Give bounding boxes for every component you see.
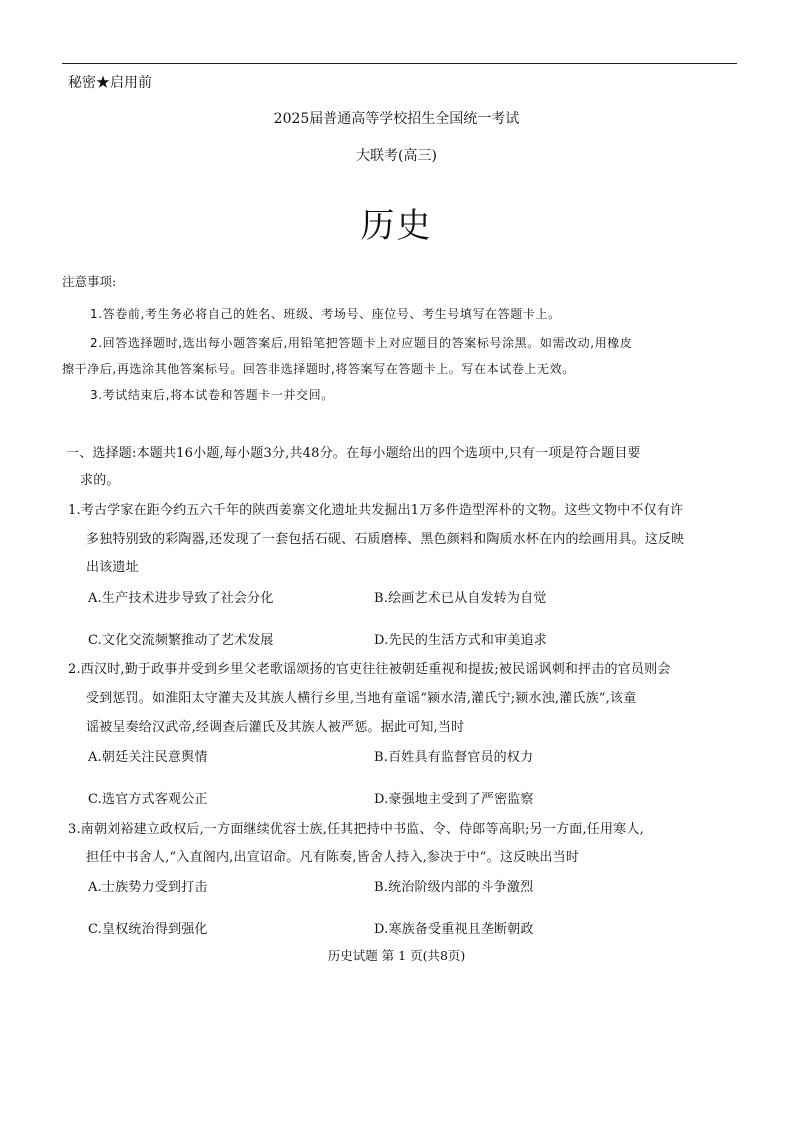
section-heading-line-2: 求的。 — [80, 473, 120, 488]
secret-label: 秘密★启用前 — [68, 75, 152, 91]
question-3-option-a: A.士族势力受到打击 — [88, 880, 208, 895]
exam-title: 2025届普通高等学校招生全国统一考试 — [273, 111, 520, 127]
question-3-option-d: D.寒族备受重视且垄断朝政 — [374, 922, 534, 937]
question-1-option-d: D.先民的生活方式和审美追求 — [374, 633, 547, 648]
question-2-option-b: B.百姓具有监督官员的权力 — [374, 750, 534, 765]
question-1-option-b: B.绘画艺术已从自发转为自觉 — [374, 591, 547, 606]
question-1-option-a: A.生产技术进步导致了社会分化 — [88, 591, 274, 606]
question-3-option-c: C.皇权统治得到强化 — [88, 922, 208, 937]
top-rule — [62, 63, 737, 64]
question-2-option-c: C.选官方式客观公正 — [88, 792, 208, 807]
question-2-option-d: D.豪强地主受到了严密监察 — [374, 792, 534, 807]
question-2-line-2: 受到惩罚。如淮阳太守灌夫及其族人横行乡里,当地有童谣“颍水清,灌氏宁;颍水浊,灌氏族”,该童 — [86, 691, 637, 706]
question-1-line-3: 出该遗址 — [86, 560, 139, 575]
notice-item-1: 1.答卷前,考生务必将自己的姓名、班级、考场号、座位号、考生号填写在答题卡上。 — [90, 307, 561, 321]
question-2-line-1: 2.西汉时,勤于政事并受到乡里父老歌谣颂扬的官吏往往被朝廷重视和提拔;被民谣讽刺和抨击的官员则会 — [68, 662, 671, 677]
question-1-line-2: 多独特别致的彩陶器,还发现了一套包括石砚、石质磨棒、黑色颜料和陶质水杯在内的绘画用具。这反映 — [86, 532, 685, 547]
notice-item-2-line-2: 擦干净后,再选涂其他答案标号。回答非选择题时,将答案写在答题卡上。写在本试卷上无效。 — [62, 362, 575, 376]
subject-title: 历史 — [360, 206, 433, 246]
section-heading-line-1: 一、选择题:本题共16小题,每小题3分,共48分。在每小题给出的四个选项中,只有一项是符合题目要 — [66, 446, 641, 461]
notice-item-3: 3.考试结束后,将本试卷和答题卡一并交回。 — [90, 388, 334, 402]
question-1-option-c: C.文化交流频繁推动了艺术发展 — [88, 633, 274, 648]
question-2-option-a: A.朝廷关注民意舆情 — [88, 750, 208, 765]
question-3-line-2: 担任中书舍人,“入直阁内,出宣诏命。凡有陈奏,皆舍人持入,参决于中”。这反映出当时 — [86, 850, 580, 865]
question-1-line-1: 1.考古学家在距今约五六千年的陕西姜寨文化遗址共发掘出1万多件造型浑朴的文物。这些文物中不仅有许 — [68, 503, 684, 518]
notice-heading: 注意事项: — [62, 274, 117, 289]
question-3-option-b: B.统治阶级内部的斗争激烈 — [374, 880, 534, 895]
notice-item-2-line-1: 2.回答选择题时,选出每小题答案后,用铅笔把答题卡上对应题目的答案标号涂黑。如需改动,用橡皮 — [90, 336, 633, 350]
question-3-line-1: 3.南朝刘裕建立政权后,一方面继续优容士族,任其把持中书监、令、侍郎等高职;另一方面,任用寒人, — [68, 822, 644, 837]
question-2-line-3: 谣被呈奏给汉武帝,经调查后灌氏及其族人被严惩。据此可知,当时 — [86, 720, 465, 735]
exam-subtitle: 大联考(高三) — [356, 148, 437, 164]
page-footer: 历史试题 第 1 页(共8页) — [327, 948, 466, 963]
